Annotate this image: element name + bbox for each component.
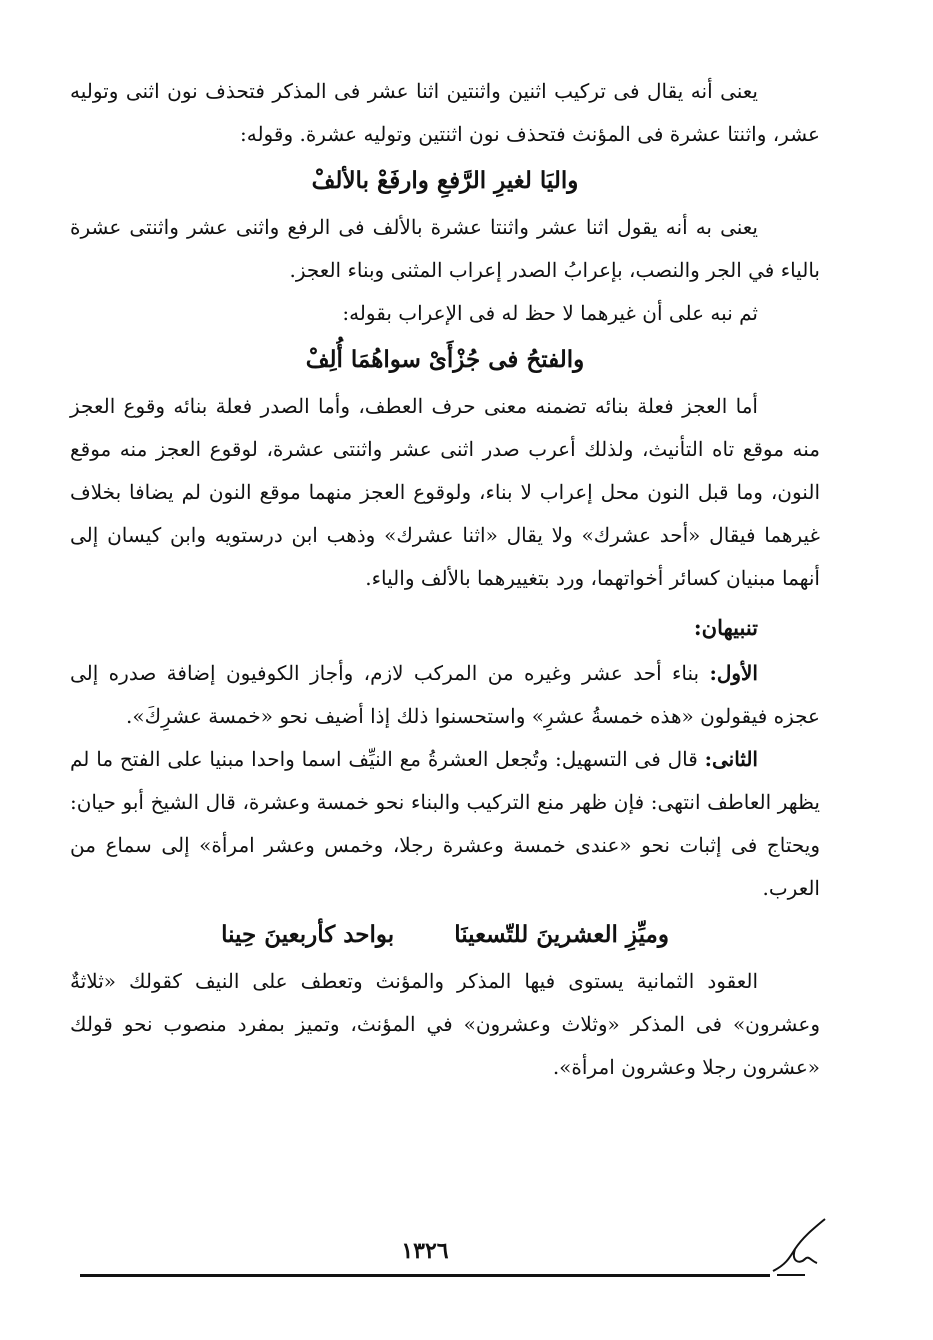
paragraph-2: يعنى به أنه يقول اثنا عشر واثنتا عشرة بالألف فى الرفع واثنى عشر واثنتى عشرة بالياء في الجر والنصب، بإعرابُ الصدر إعراب المثنى وبناء العجز. (70, 215, 820, 282)
paragraph-5-lead: الأول: (709, 661, 758, 685)
page-number: ١٣٢٦ (401, 1238, 449, 1264)
footer-rule (80, 1274, 770, 1277)
paragraph-4: أما العجز فعلة بنائه تضمنه معنى حرف العطف، وأما الصدر فعلة بنائه وقوع العجز منه موقع تاه التأنيث، ولذلك أعرب صدر اثنى عشر واثنتى عشرة، لوقوع العجز منه موقع النون، وما قبل النون محل إعراب لا بناء، ولوقوع العجز منهما موقع النون لم يضافا بخلاف غيرهما فيقال «أحد عشرك» ولا يقال «اثنا عشرك» وذهب ابن درستويه وابن كيسان إلى أنهما مبنيان كسائر أخواتهما، ورد بتغييرهما بالألف والياء. (70, 394, 820, 590)
page-footer (80, 1238, 770, 1288)
paragraph-6-lead: الثانى: (704, 747, 758, 771)
paragraph-1: يعنى أنه يقال فى تركيب اثنين واثنتين اثنا عشر فى المذكر فتحذف نون اثنى وتوليه عشر، واثنتا عشرة فى المؤنث فتحذف نون اثنتين وتوليه عشرة. وقوله: (70, 79, 820, 146)
paragraph-3: ثم نبه على أن غيرهما لا حظ له فى الإعراب بقوله: (342, 301, 758, 325)
verse-3-first-hemistich: وميِّزِ العشرينَ للتّسعينَا (454, 921, 669, 948)
verse-3-second-hemistich: بواحد كأربعينَ حِينا (221, 921, 395, 948)
paragraph-7: العقود الثمانية يستوى فيها المذكر والمؤنث وتعطف على النيف كقولك «ثلاثةٌ وعشرون» فى المذكر «وثلاث وعشرون» في المؤنث، وتميز بمفرد منصوب نحو قولك «عشرون رجلا وعشرون امرأة». (70, 969, 820, 1079)
paragraph-6 (70, 738, 820, 910)
verse-2: والفتحُ فى جُزْأَىْ سواهُمَا أُلِفْ (305, 346, 585, 373)
scribble-mark-icon (765, 1215, 835, 1285)
paragraph-6-body: قال فى التسهيل: وتُجعل العشرةُ مع النيِّف اسما واحدا مبنيا على الفتح ما لم يظهر العاطف انتهى: فإن ظهر منع التركيب والبناء نحو خمسة وعشرة، قال الشيخ أبو حيان: ويحتاج فى إثبات نحو «عندى خمسة وعشرة رجلا، وخمس وعشر امرأة» إلى سماع من العرب. (70, 747, 820, 900)
section-heading: تنبيهان: (693, 615, 758, 640)
document-page (70, 70, 820, 1290)
paragraph-5-body: بناء أحد عشر وغيره من المركب لازم، وأجاز الكوفيون إضافة صدره إلى عجزه فيقولون «هذه خمسةُ عشرِ» واستحسنوا ذلك إذا أضيف نحو «خمسة عشرِكَ». (70, 661, 820, 728)
verse-3 (70, 910, 820, 960)
verse-1: واليَا لغيرِ الرَّفعِ وارفَعْ بالألفْ (311, 167, 579, 194)
paragraph-5 (70, 652, 820, 738)
